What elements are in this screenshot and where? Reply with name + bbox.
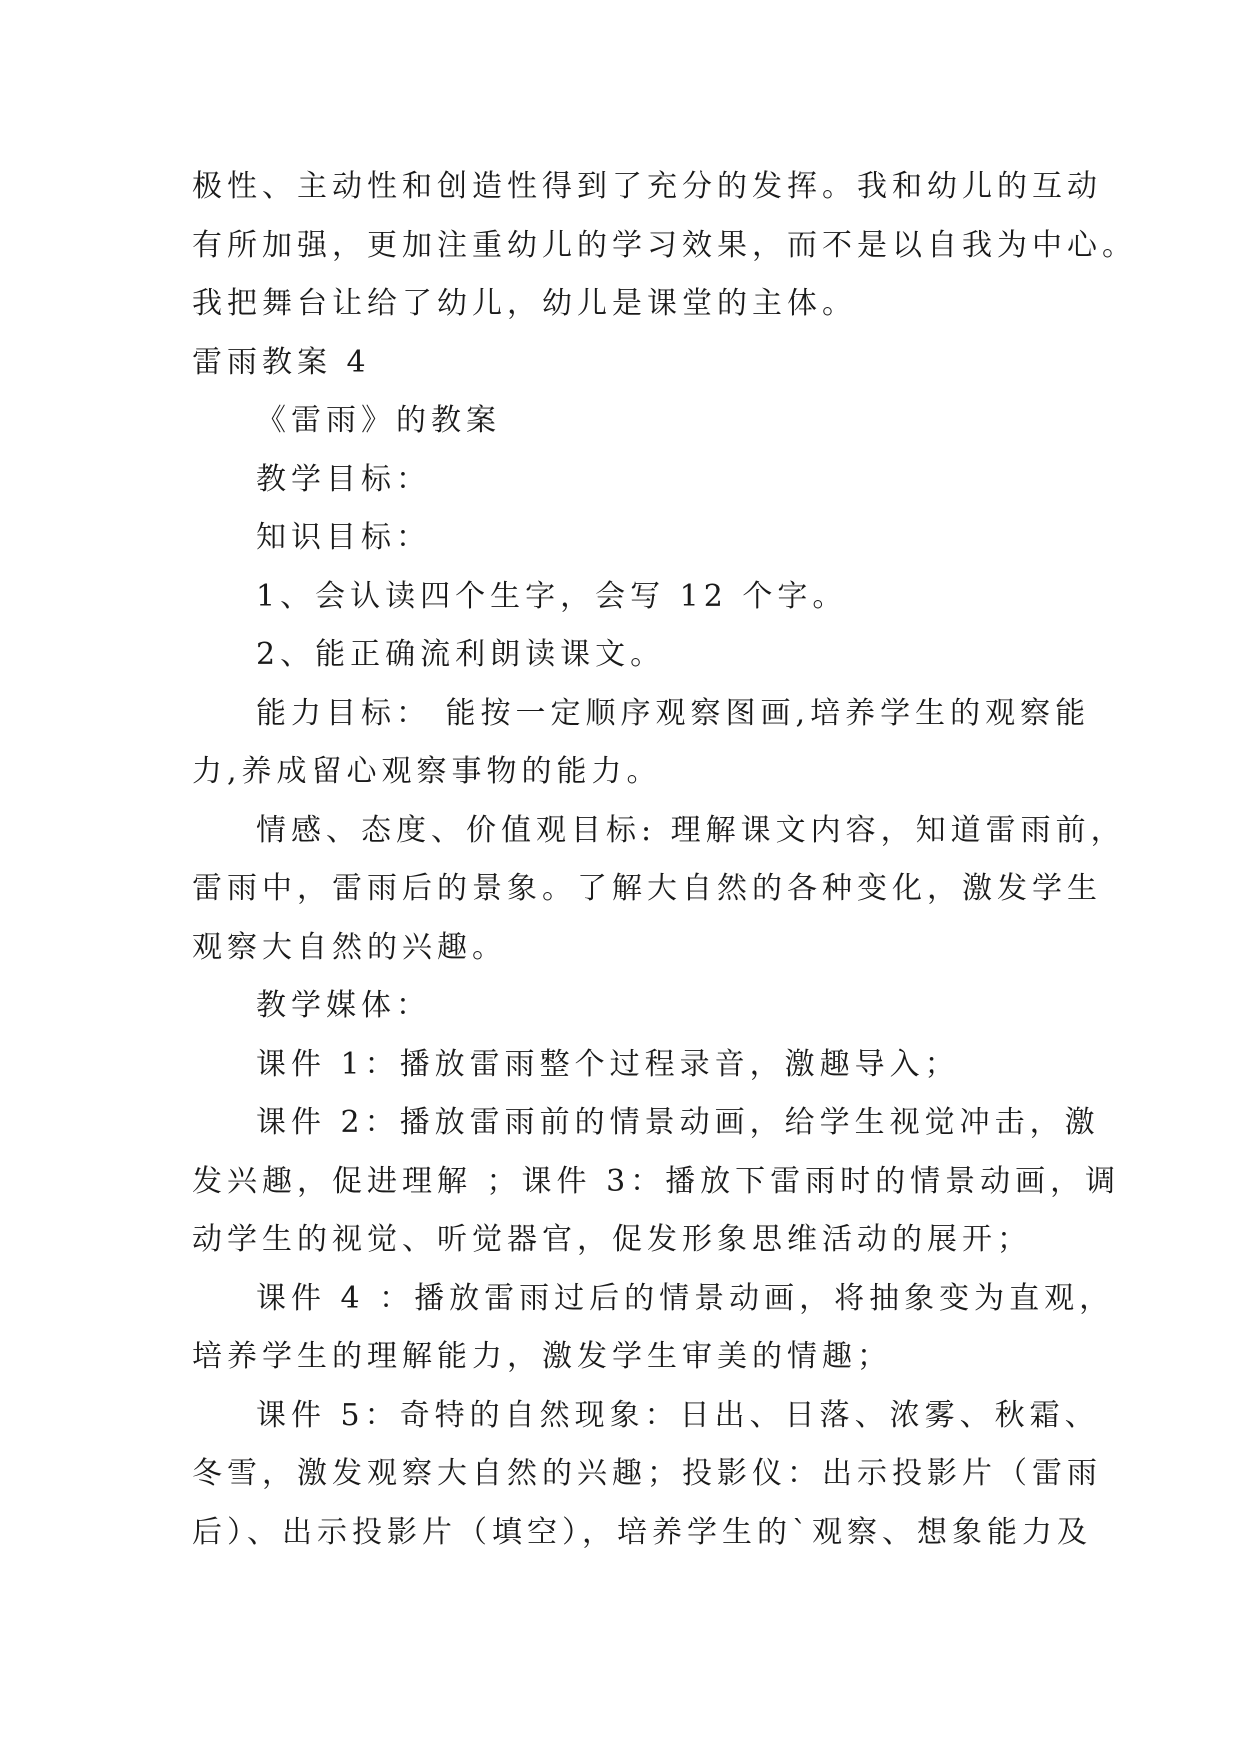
- heading-teaching-media: 教学媒体：: [256, 988, 431, 1023]
- document-page: [192, 158, 1137, 1562]
- paragraph-line: 后）、出示投影片（填空），培养学生的`观察、想象能力及: [192, 1514, 1092, 1550]
- paragraph-line: 培养学生的理解能力，激发学生审美的情趣；: [192, 1339, 892, 1374]
- paragraph-line: 课件 2：播放雷雨前的情景动画，给学生视觉冲击，激: [256, 1105, 1100, 1140]
- heading-knowledge-goals: 知识目标：: [256, 520, 431, 555]
- list-item: 2、能正确流利朗读课文。: [256, 637, 666, 672]
- document-title: 《雷雨》的教案: [256, 403, 501, 438]
- paragraph-line: 课件 5：奇特的自然现象：日出、日落、浓雾、秋霜、: [256, 1397, 1100, 1433]
- paragraph-line: 动学生的视觉、听觉器官，促发形象思维活动的展开；: [192, 1222, 1032, 1257]
- heading-teaching-goals: 教学目标：: [256, 461, 431, 497]
- paragraph-line: 课件 1：播放雷雨整个过程录音，激趣导入；: [256, 1046, 960, 1082]
- paragraph-line: 课件 4 ：播放雷雨过后的情景动画，将抽象变为直观，: [256, 1280, 1115, 1316]
- paragraph-line: 冬雪，激发观察大自然的兴趣；投影仪：出示投影片（雷雨: [192, 1456, 1102, 1491]
- paragraph-line: 观察大自然的兴趣。: [192, 929, 507, 965]
- paragraph-line: 雷雨中，雷雨后的景象。了解大自然的各种变化，激发学生: [192, 871, 1102, 906]
- paragraph-line: 极性、主动性和创造性得到了充分的发挥。我和幼儿的互动: [192, 169, 1102, 204]
- list-item: 1、会认读四个生字，会写 12 个字。: [256, 578, 848, 614]
- paragraph-line: 有所加强，更加注重幼儿的学习效果，而不是以自我为中心。: [192, 227, 1137, 263]
- section-title: 雷雨教案 4: [192, 344, 371, 380]
- paragraph-line: 力,养成留心观察事物的能力。: [192, 754, 662, 789]
- paragraph-line: 我把舞台让给了幼儿，幼儿是课堂的主体。: [192, 286, 857, 321]
- paragraph-line: 能力目标： 能按一定顺序观察图画,培养学生的观察能: [256, 695, 1091, 731]
- paragraph-line: 发兴趣，促进理解 ；课件 3：播放下雷雨时的情景动画，调: [192, 1163, 1121, 1199]
- paragraph-line: 情感、态度、价值观目标: 理解课文内容，知道雷雨前，: [256, 812, 1126, 848]
